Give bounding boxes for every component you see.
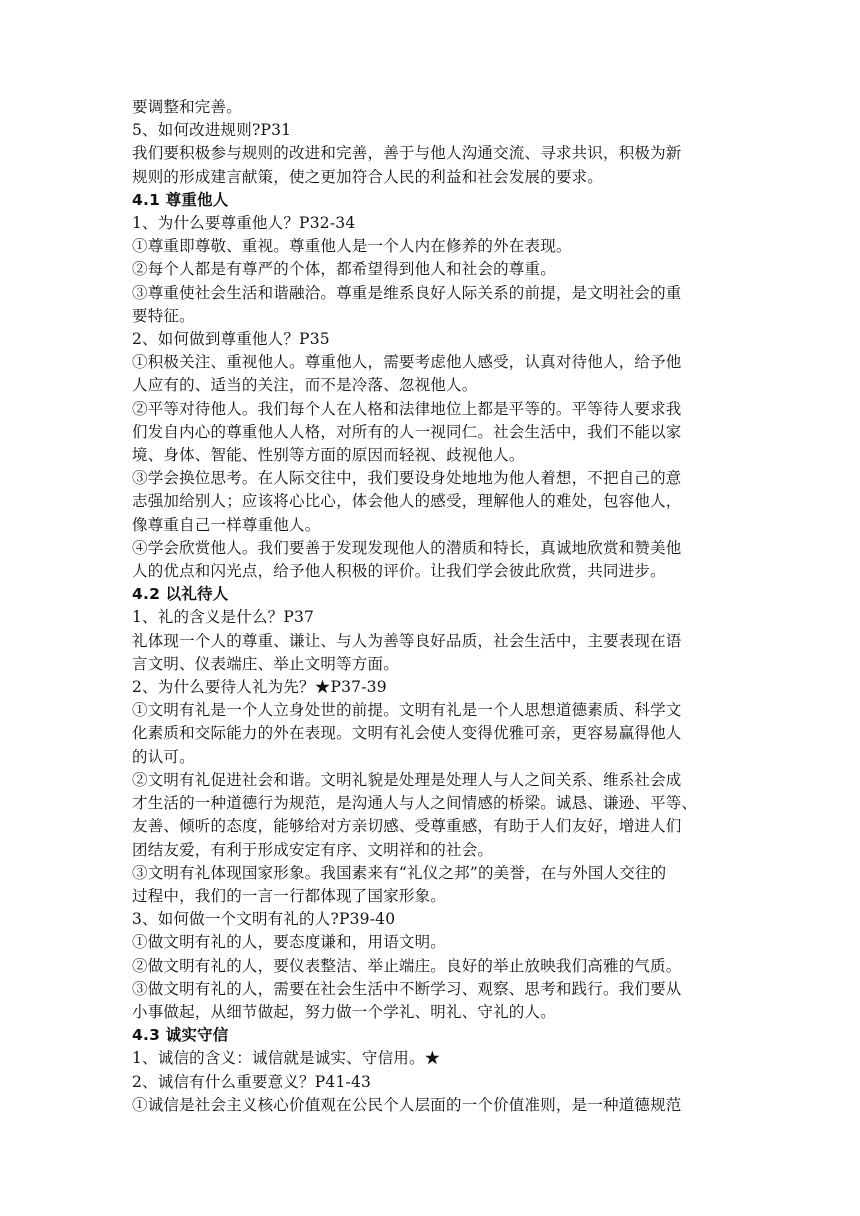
text-line: 友善、倾听的态度，能够给对方亲切感、受尊重感，有助于人们友好，增进人们 — [132, 817, 682, 836]
text-line: 我们要积极参与规则的改进和完善，善于与他人沟通交流、寻求共识，积极为新 — [132, 144, 682, 163]
text-line: 小事做起，从细节做起，努力做一个学礼、明礼、守礼的人。 — [132, 1002, 556, 1021]
text-line: ①文明有礼是一个人立身处世的前提。文明有礼是一个人思想道德素质、科学文 — [132, 701, 682, 720]
question-line: 1、礼的含义是什么？P37 — [132, 608, 315, 627]
text-line: 才生活的一种道德行为规范，是沟通人与人之间情感的桥梁。诚恳、谦逊、平等、 — [132, 794, 698, 813]
text-line: ④学会欣赏他人。我们要善于发现发现他人的潜质和特长，真诚地欣赏和赞美他 — [132, 538, 682, 557]
text-line: 境、身体、智能、性别等方面的原因而轻视、歧视他人。 — [132, 446, 525, 465]
text-line: ③文明有礼体现国家形象。我国素来有“礼仪之邦”的美誉，在与外国人交往的 — [132, 863, 667, 882]
text-line: ②每个人都是有尊严的个体，都希望得到他人和社会的尊重。 — [132, 260, 556, 279]
text-line: ③学会换位思考。在人际交往中，我们要设身处地地为他人着想，不把自己的意 — [132, 469, 682, 488]
question-line: 5、如何改进规则?P31 — [132, 121, 292, 140]
question-line: 2、诚信有什么重要意义？P41-43 — [132, 1072, 372, 1091]
text-line: 团结友爱，有利于形成安定有序、文明祥和的社会。 — [132, 840, 494, 859]
text-line: 人应有的、适当的关注，而不是冷落、忽视他人。 — [132, 376, 478, 395]
text-line: ②做文明有礼的人，要仪表整洁、举止端庄。良好的举止放映我们高雅的气质。 — [132, 956, 682, 975]
text-line: 化素质和交际能力的外在表现。文明有礼会使人变得优雅可亲，更容易赢得他人 — [132, 724, 682, 743]
text-line: ③做文明有礼的人，需要在社会生活中不断学习、观察、思考和践行。我们要从 — [132, 979, 682, 998]
question-line: 1、为什么要尊重他人？P32-34 — [132, 214, 356, 233]
text-line: ①做文明有礼的人，要态度谦和，用语文明。 — [132, 933, 447, 952]
question-line: 2、如何做到尊重他人？P35 — [132, 330, 330, 349]
text-line: ①尊重即尊敬、重视。尊重他人是一个人内在修养的外在表现。 — [132, 237, 572, 256]
text-line: 的认可。 — [132, 747, 195, 766]
text-line: ③尊重使社会生活和谐融洽。尊重是维系良好人际关系的前提，是文明社会的重 — [132, 283, 682, 302]
text-line: 人的优点和闪光点，给予他人积极的评价。让我们学会彼此欣赏，共同进步。 — [132, 562, 666, 581]
text-line: 礼体现一个人的尊重、谦让、与人为善等良好品质，社会生活中，主要表现在语 — [132, 631, 682, 650]
text-line: 志强加给别人；应该将心比心，体会他人的感受，理解他人的难处，包容他人， — [132, 492, 682, 511]
text-line: 过程中，我们的一言一行都体现了国家形象。 — [132, 886, 447, 905]
text-line: 规则的形成建言献策，使之更加符合人民的利益和社会发展的要求。 — [132, 167, 604, 186]
text-line: 言文明、仪表端庄、举止文明等方面。 — [132, 654, 399, 673]
text-line: 要特征。 — [132, 306, 195, 325]
question-line: 3、如何做一个文明有礼的人?P39-40 — [132, 910, 396, 929]
text-line: ①积极关注、重视他人。尊重他人，需要考虑他人感受，认真对待他人，给予他 — [132, 353, 682, 372]
question-line: 2、为什么要待人礼为先？★P37-39 — [132, 678, 387, 697]
section-heading: 4.2 以礼待人 — [132, 585, 229, 604]
section-heading: 4.1 尊重他人 — [132, 190, 229, 209]
document-page — [132, 96, 738, 1117]
text-line: ②文明有礼促进社会和谐。文明礼貌是处理是处理人与人之间关系、维系社会成 — [132, 770, 682, 789]
question-line: 1、诚信的含义：诚信就是诚实、守信用。★ — [132, 1049, 441, 1068]
text-line: ①诚信是社会主义核心价值观在公民个人层面的一个价值准则，是一种道德规范 — [132, 1095, 682, 1114]
text-line: 们发自内心的尊重他人人格，对所有的人一视同仁。社会生活中，我们不能以家 — [132, 422, 682, 441]
text-line: ②平等对待他人。我们每个人在人格和法律地位上都是平等的。平等待人要求我 — [132, 399, 682, 418]
text-line: 像尊重自己一样尊重他人。 — [132, 515, 321, 534]
text-line: 要调整和完善。 — [132, 98, 242, 116]
section-heading: 4.3 诚实守信 — [132, 1026, 229, 1045]
